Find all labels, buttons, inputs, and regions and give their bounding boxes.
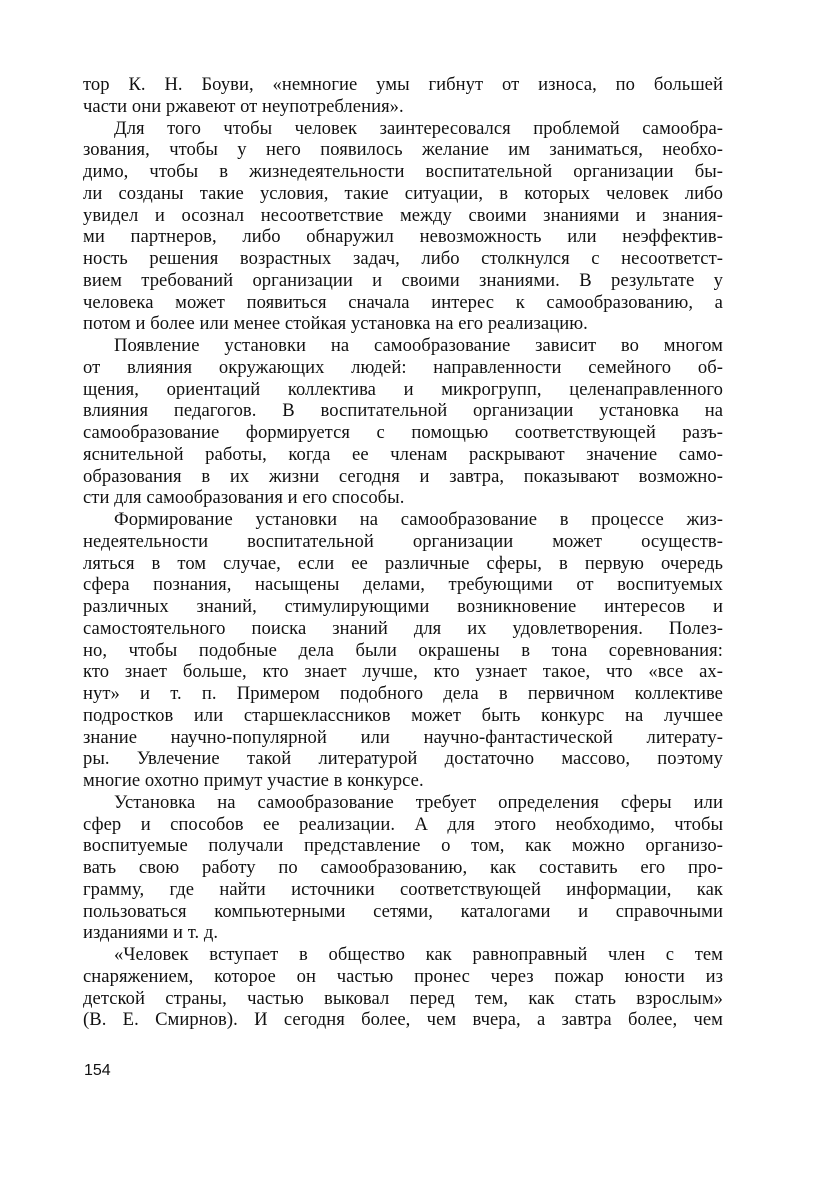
text-line: от влияния окружающих людей: направленности семейного об- xyxy=(83,356,723,378)
text-line: подростков или старшеклассников может быть конкурс на лучшее xyxy=(83,704,723,726)
paragraph-6-quote xyxy=(83,944,723,1031)
paragraph-2 xyxy=(83,118,723,336)
text-line: потом и более или менее стойкая установка на его реализацию. xyxy=(83,313,588,335)
text-line: человека может появиться сначала интерес к самообразованию, а xyxy=(83,291,723,313)
paragraph-4 xyxy=(83,509,723,792)
text-line: «Человек вступает в общество как равноправный член с тем xyxy=(114,944,723,965)
text-line: ми партнеров, либо обнаружил невозможность или неэффектив- xyxy=(83,226,723,248)
text-line: нут» и т. п. Примером подобного дела в первичном коллективе xyxy=(83,683,723,704)
text-line: образования в их жизни сегодня и завтра, показывают возможно- xyxy=(83,465,723,487)
text-line: зования, чтобы у него появилось желание им заниматься, необхо- xyxy=(83,139,723,161)
text-line: димо, чтобы в жизнедеятельности воспитательной организации бы- xyxy=(83,161,723,182)
text-line: части они ржавеют от неупотребления». xyxy=(83,95,404,117)
text-line: (В. Е. Смирнов). И сегодня более, чем вчера, а завтра более, чем xyxy=(83,1009,723,1031)
text-line: различных знаний, стимулирующими возникновение интересов и xyxy=(83,596,723,617)
page-body xyxy=(83,74,723,1031)
page-number: 154 xyxy=(84,1062,111,1079)
text-line: ли созданы такие условия, такие ситуации, в которых человек либо xyxy=(83,182,723,204)
text-line: Появление установки на самообразование зависит во многом xyxy=(114,335,723,356)
text-line: ляться в том случае, если ее различные сферы, в первую очередь xyxy=(83,552,723,574)
text-line: знание научно-популярной или научно-фантастической литерату- xyxy=(83,726,723,748)
text-line: сти для самообразования и его способы. xyxy=(83,487,405,509)
text-line: щения, ориентаций коллектива и микрогрупп, целенаправленного xyxy=(83,378,723,400)
text-line: тор К. Н. Боуви, «немногие умы гибнут от износа, по большей xyxy=(83,74,723,95)
text-line: но, чтобы подобные дела были окрашены в тона соревнования: xyxy=(83,639,723,661)
text-line: Формирование установки на самообразование в процессе жиз- xyxy=(114,509,723,530)
paragraph-5 xyxy=(83,792,723,944)
text-line: Для того чтобы человек заинтересовался проблемой самообра- xyxy=(114,117,723,139)
text-line: сфера познания, насыщены делами, требующими от воспитуемых xyxy=(83,574,723,596)
text-line: самостоятельного поиска знаний для их удовлетворения. Полез- xyxy=(83,617,723,639)
text-line: многие охотно примут участие в конкурсе. xyxy=(83,770,424,791)
text-line: влияния педагогов. В воспитательной организации установка на xyxy=(83,400,723,422)
text-line: грамму, где найти источники соответствующей информации, как xyxy=(83,878,723,900)
text-line: ность решения возрастных задач, либо столкнулся с несоответст- xyxy=(83,248,723,269)
text-line: снаряжением, которое он частью пронес через пожар юности из xyxy=(83,965,723,987)
text-line: пользоваться компьютерными сетями, каталогами и справочными xyxy=(83,900,723,922)
text-line: кто знает больше, кто знает лучше, кто узнает такое, что «все ах- xyxy=(83,661,723,683)
text-line: изданиями и т. д. xyxy=(83,922,219,944)
text-line: воспитуемые получали представление о том, как можно организо- xyxy=(83,835,723,857)
text-line: детской страны, частью выковал перед тем, как стать взрослым» xyxy=(83,987,723,1009)
text-line: вием требований организации и своими знаниями. В результате у xyxy=(83,269,723,291)
text-line: яснительной работы, когда ее членам раскрывают значение само- xyxy=(83,443,723,465)
text-line: увидел и осознал несоответствие между своими знаниями и знания- xyxy=(83,204,723,226)
text-line: сфер и способов ее реализации. А для этого необходимо, чтобы xyxy=(83,813,723,835)
text-line: ры. Увлечение такой литературой достаточно массово, поэтому xyxy=(83,748,723,770)
text-line: самообразование формируется с помощью соответствующей разъ- xyxy=(83,422,723,443)
text-line: вать свою работу по самообразованию, как составить его про- xyxy=(83,857,723,878)
paragraph-3 xyxy=(83,335,723,509)
text-line: недеятельности воспитательной организации может осуществ- xyxy=(83,530,723,552)
paragraph-1-continuation xyxy=(83,74,723,118)
text-line: Установка на самообразование требует определения сферы или xyxy=(114,791,723,813)
